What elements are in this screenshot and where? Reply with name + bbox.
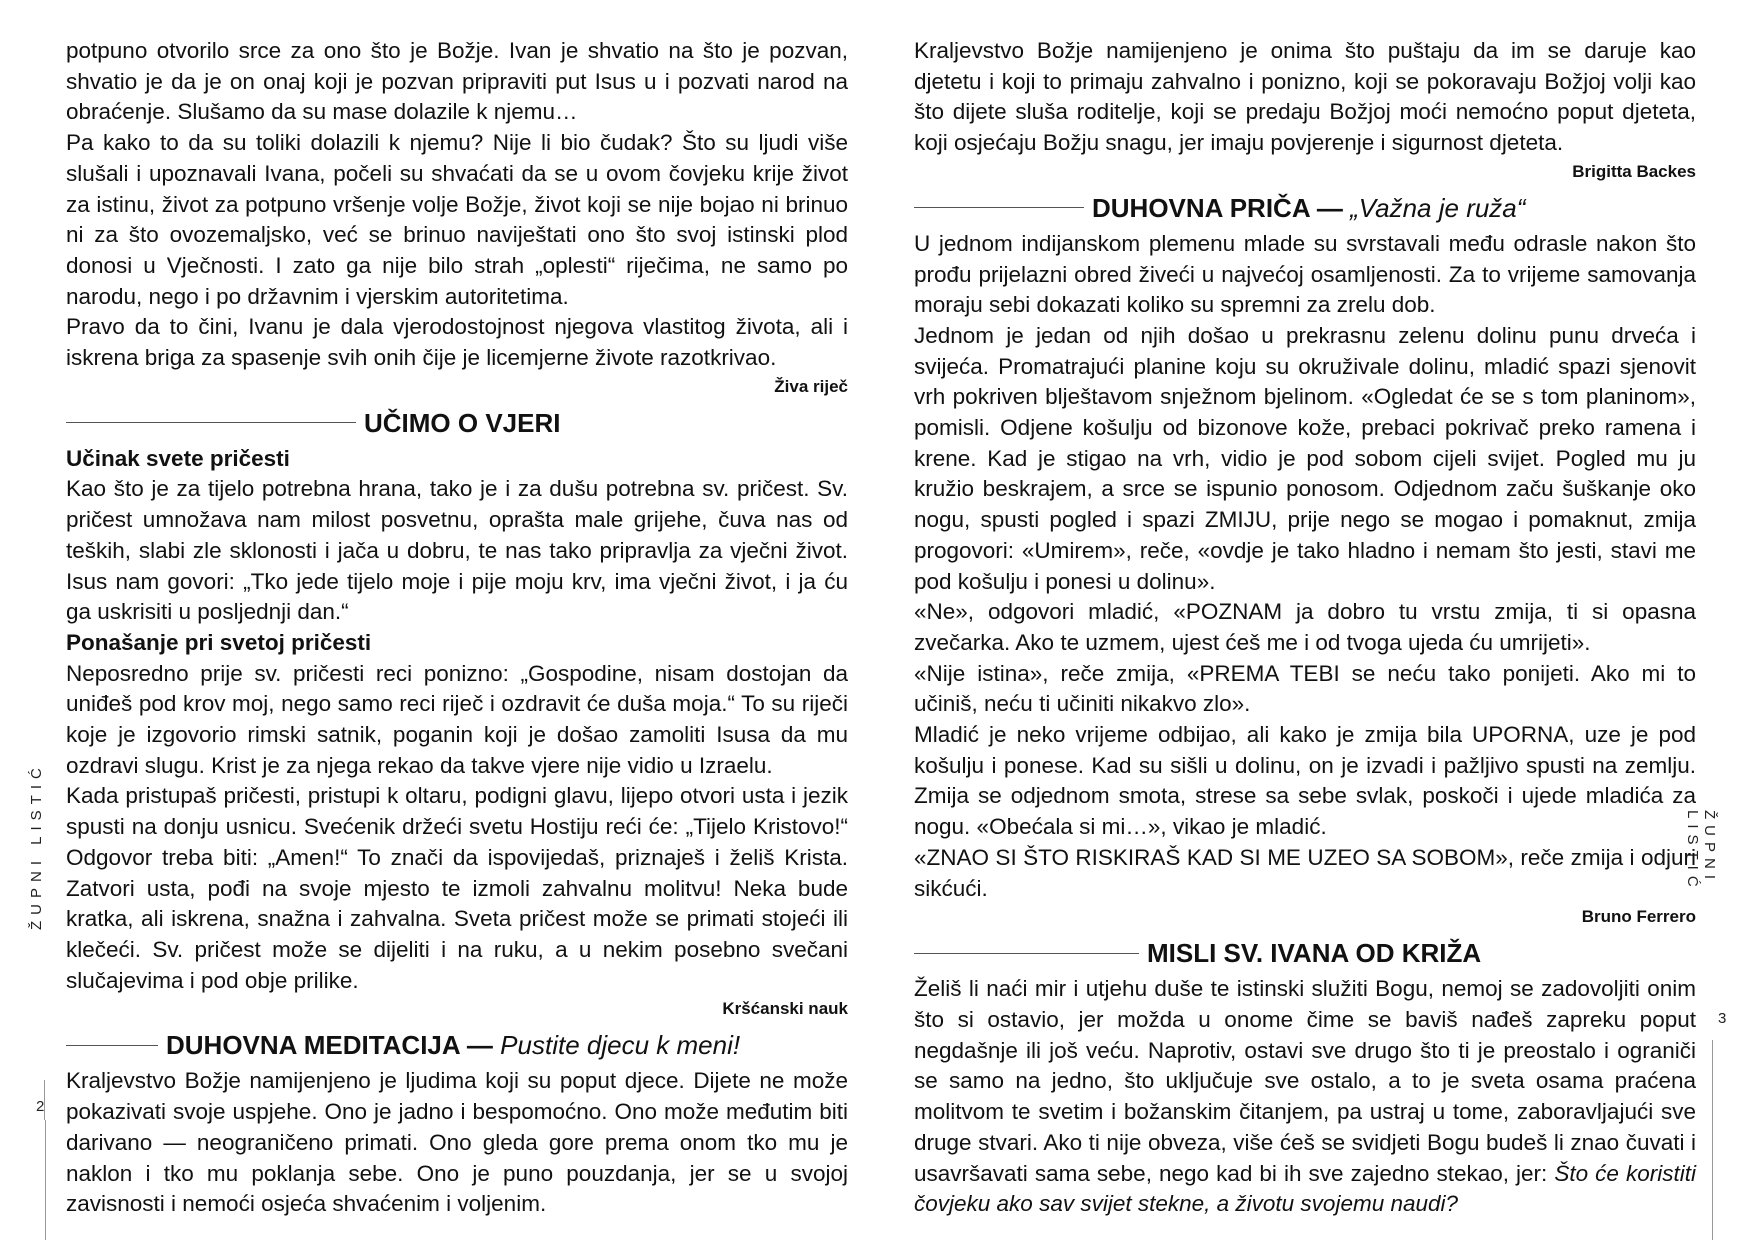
heading-rule	[914, 207, 1084, 208]
paragraph: «ZNAO SI ŠTO RISKIRAŠ KAD SI ME UZEO SA SOBOM», reče zmija i odjuri sikćući.	[914, 844, 1696, 901]
paragraph: Neposredno prije sv. pričesti reci ponizno: „Gospodine, nisam dostojan da uniđeš pod krov moj, nego samo reci riječ i ozdravit će duša moja.“ To su riječi koje je izgovorio rimski satnik, poganin koji je došao zamoliti Isusa da mu ozdravi slugu. Krist je za njega rekao da takve vjere nije vidio u Izraelu.	[66, 660, 848, 778]
heading-rule	[914, 953, 1139, 954]
paragraph: Jednom je jedan od njih došao u prekrasnu zelenu dolinu punu drveća i svijeća. Promatrajući planine koju su okruživale dolinu, mladić spazi sjenovit vrh pokriven blještavom snježnom bjelinom. «Ogledat će se s tom planinom», pomisli. Odjene košulju od bizonove kože, prebaci pokrivač preko ramena i krene. Kad je stigao na vrh, vidio je pod sobom cijeli svijet. Pogled mu ju kružio beskrajem, a srce se ispunio ponosom. Odjednom začu šuškanje oko nogu, spusti pogled i spazi ZMIJU, prije nego se mogao i pomaknut, zmija progovori: «Umirem», reče, «ovdje je tako hladno i nemam što jesti, stavi me pod košulju i ponesi u dolinu».	[914, 322, 1696, 594]
right-column	[914, 36, 1696, 1220]
heading-title: UČIMO O VJERI	[364, 407, 561, 438]
subheading: Učinak svete pričesti	[66, 445, 290, 471]
heading-rule	[66, 422, 356, 423]
paragraph: Kao što je za tijelo potrebna hrana, tako je i za dušu potrebna sv. pričest. Sv. pričest umnožava nam milost posvetnu, oprašta male grijehe, čuva nas od teških, slabi zle sklonosti i jača u dobru, te nas tako pripravlja za vječni život. Isus nam govori: „Tko jede tijelo moje i pije moju krv, ima vječni život, i ja ću ga uskrisiti u posljednji dan.“	[66, 476, 848, 625]
paragraph	[914, 974, 1696, 1220]
section-heading	[914, 191, 1696, 225]
paragraph: «Ne», odgovori mladić, «POZNAM ja dobro tu vrstu zmija, ti si opasna zvečarka. Ako te uzmem, ujest ćeš me i od tvoga ujeda ću umrijeti».	[914, 599, 1696, 655]
source-attribution: Brigitta Backes	[1572, 161, 1696, 181]
heading-rule	[66, 1045, 158, 1046]
paragraph: Kraljevstvo Božje namijenjeno je ljudima koji su poput djece. Dijete ne može pokazivati svoje uspjehe. Ono je jadno i bespomoćno. Ono može međutim biti darivano — neograničeno primati. Ono gleda gore prema onom tko mu je naklon i tko mu poklanja sebe. Ono je puno pouzdanja, jer se u svojoj zavisnosti i nemoći osjeća shvaćenim i voljenim.	[66, 1068, 848, 1217]
heading-title	[1092, 191, 1525, 225]
paragraph: Pravo da to čini, Ivanu je dala vjerodostojnost njegova vlastitog života, ali i iskrena briga za spasenje svih onih čije je licemjerne živote razotkrivao.	[66, 314, 848, 371]
side-label-right: ŽUPNI LISTIĆ	[1684, 810, 1718, 893]
page-number-right: 3	[1718, 1010, 1727, 1027]
paragraph-text: Želiš li naći mir i utjehu duše te istinski služiti Bogu, nemoj se zadovoljiti onim što si ostavio, jer možda u onome čime se baviš nađeš zapreku poput negdašnje ili još veću. Naprotiv, ostavi sve drugo što ti je preostalo i ograniči se samo na jedno, što uključuje sve ostalo, a to je sveta osama praćena molitvom te svetim i božanskim čitanjem, pa ustraj u tome, zaboravljajući sve druge stvari. Ako ti nije obveza, više ćeš se svidjeti Bogu budeš li znao čuvati i usavršavati sama sebe, nego kad bi ih sve zajedno stekao, jer:	[914, 976, 1696, 1186]
heading-title-main: DUHOVNA MEDITACIJA —	[166, 1030, 493, 1061]
heading-title-italic: „Važna je ruža“	[1350, 192, 1526, 223]
paragraph: Pa kako to da su toliki dolazili k njemu? Nije li bio čudak? Što su ljudi više slušali i upoznavali Ivana, počeli su shvaćati da se u ovom čovjeku krije život za istinu, život za potpuno vršenje volje Božje, život koji se nije bojao ni brinuo ni za što ovozemaljsko, već se brinuo naviještati ono što svoj istinski plod donosi u Vječnosti. I zato ga nije bilo strah „oplesti“ riječima, ne samo po narodu, nego i po državnim i vjerskim autoritetima.	[66, 130, 848, 309]
heading-title: MISLI SV. IVANA OD KRIŽA	[1147, 938, 1482, 969]
page-number-left: 2	[36, 1098, 45, 1115]
paragraph: Mladić je neko vrijeme odbijao, ali kako je zmija bila UPORNA, uze je pod košulju i ponese. Kad su sišli u dolinu, on je izvadi i pažljivo spusti na zemlju. Zmija se odjednom smota, strese sa sebe svlak, poskoči i ujede mladića za nogu. «Obećala si mi…», vikao je mladić.	[914, 722, 1696, 840]
paragraph: Kada pristupaš pričesti, pristupi k oltaru, podigni glavu, lijepo otvori usta i jezik spusti na donju usnicu. Svećenik držeći svetu Hostiju reći će: „Tijelo Kristovo!“ Odgovor treba biti: „Amen!“ To znači da ispovijedaš, priznaješ i želiš Krista. Zatvori usta, pođi na svoje mjesto te izmoli zahvalnu molitvu! Neka bude kratka, ali iskrena, snažna i zahvalna. Sveta pričest može se primati stojeći ili klečeći. Sv. pričest može se dijeliti i na ruku, a u nekim posebno svečani slučajevima i pod obje prilike.	[66, 783, 848, 993]
margin-line-right	[1712, 1040, 1713, 1240]
section-heading	[914, 936, 1696, 970]
source-attribution: Živa riječ	[774, 376, 848, 396]
section-heading	[66, 1028, 848, 1062]
heading-title-main: DUHOVNA PRIČA —	[1092, 192, 1343, 223]
source-attribution: Kršćanski nauk	[722, 999, 848, 1019]
source-attribution: Bruno Ferrero	[1581, 907, 1696, 927]
paragraph: U jednom indijanskom plemenu mlade su svrstavali među odrasle nakon što prođu prijelazni obred živeći u najvećoj osamljenosti. Za to vrijeme samovanja moraju sebi dokazati koliko su spremni za zrelu dob.	[914, 230, 1696, 318]
paragraph-italic-quote: Što će koristiti čovjeku ako sav svijet stekne, a životu svojemu naudi?	[914, 1160, 1696, 1217]
section-heading	[66, 406, 848, 440]
paragraph: Kraljevstvo Božje namijenjeno je onima što puštaju da im se daruje kao djetetu i koji to primaju zahvalno i ponizno, koji se pokoravaju Božjoj volji kao što dijete sluša roditelje, koji se predaju Božjoj moći nemoćno poput djeteta, koji osjećaju Božju snagu, jer imaju povjerenje i sigurnost djeteta.	[914, 38, 1696, 156]
margin-line-left	[45, 1120, 46, 1240]
subheading: Ponašanje pri svetoj pričesti	[66, 629, 372, 655]
left-column	[66, 36, 848, 1220]
heading-title-italic: Pustite djecu k meni!	[500, 1030, 741, 1061]
paragraph: potpuno otvorilo srce za ono što je Božje. Ivan je shvatio na što je pozvan, shvatio je da je on onaj koji je pozvan pripraviti put Isus u i pozvati narod na obraćenje. Slušamo da su mase dolazile k njemu…	[66, 38, 848, 125]
side-label-left: ŽUPNI LISTIĆ	[28, 762, 45, 930]
paragraph: «Nije istina», reče zmija, «PREMA TEBI se neću tako ponijeti. Ako mi to učiniš, neću ti učiniti nikakvo zlo».	[914, 660, 1696, 717]
heading-title	[166, 1028, 740, 1062]
